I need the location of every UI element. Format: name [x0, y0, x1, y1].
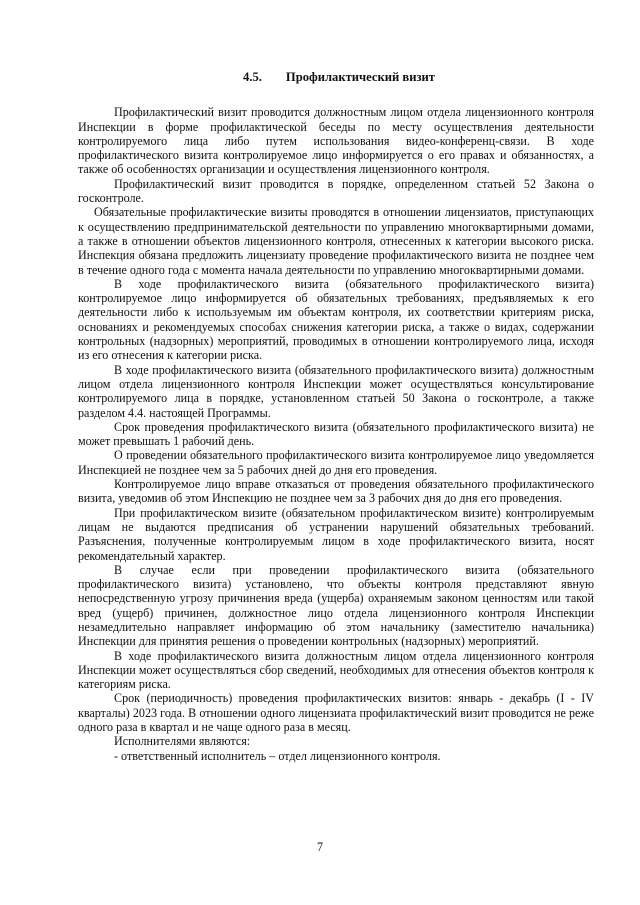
paragraph-3: Обязательные профилактические визиты проводятся в отношении лицензиатов, приступающих к осуществлению предпринимательской деятельности по управлению многоквартирными домами, а также в отношении объектов лицензионного контроля, отнесенных к категории высокого риска. Инспекция обязана предложить лицензиату проведение профилактического визита не позднее чем в течение одного года с момента начала деятельности по управлению многоквартирными домами.	[78, 205, 594, 277]
paragraph-9: При профилактическом визите (обязательном профилактическом визите) контролируемым лицам не выдаются предписания об устранении нарушений обязательных требований. Разъяснения, полученные контролируемым лицом в ходе профилактического визита, носят рекомендательный характер.	[78, 505, 594, 563]
paragraph-14: - ответственный исполнитель – отдел лицензионного контроля.	[114, 748, 441, 763]
paragraph-8: Контролируемое лицо вправе отказаться от проведения обязательного профилактического визита, уведомив об этом Инспекцию не позднее чем за 3 рабочих дня до дня его проведения.	[78, 477, 594, 506]
paragraph-11: В ходе профилактического визита должностным лицом отдела лицензионного контроля Инспекции может осуществляться сбор сведений, необходимых для отнесения объектов контроля к категориям риска.	[78, 648, 594, 692]
section-number: 4.5.	[243, 70, 262, 84]
paragraph-1: Профилактический визит проводится должностным лицом отдела лицензионного контроля Инспекции в форме профилактической беседы по месту осуществления деятельности контролируемого лица либо путем использования видео-конференц-связи. В ходе профилактического визита контролируемое лицо информируется о его правах и обязанностях, а также об особенностях организации и осуществления лицензионного контроля.	[78, 105, 594, 177]
paragraph-6: Срок проведения профилактического визита (обязательного профилактического визита) не может превышать 1 рабочий день.	[78, 419, 594, 449]
paragraph-7: О проведении обязательного профилактического визита контролируемое лицо уведомляется Инспекцией не позднее чем за 5 рабочих дней до дня его проведения.	[78, 448, 594, 477]
paragraph-2: Профилактический визит проводится в порядке, определенном статьей 52 Закона о госконтроле.	[78, 176, 594, 206]
document-page	[78, 70, 594, 763]
page-number: 7	[316, 840, 324, 854]
paragraph-12: Срок (периодичность) проведения профилактических визитов: январь - декабрь (I - IV кварталы) 2023 года. В отношении одного лицензиата профилактический визит проводится не реже одного раза в квартал и не чаще одного раза в месяц.	[78, 691, 594, 735]
paragraph-5: В ходе профилактического визита (обязательного профилактического визита) должностным лицом отдела лицензионного контроля Инспекции может осуществляться консультирование контролируемого лица в порядке, установленном статьей 50 Закона о госконтроле, а также разделом 4.4. настоящей Программы.	[78, 362, 594, 420]
section-title: Профилактический визит	[285, 70, 435, 84]
section-heading	[78, 70, 594, 84]
paragraph-10: В случае если при проведении профилактического визита (обязательного профилактического визита) установлено, что объекты контроля представляют явную непосредственную угрозу причинения вреда (ущерба) охраняемым законом ценностям или такой вред (ущерб) причинен, должностное лицо отдела лицензионного контроля Инспекции незамедлительно направляет информацию об этом начальнику (заместителю начальника) Инспекции для принятия решения о проведении контрольных (надзорных) мероприятий.	[78, 562, 594, 649]
paragraph-4: В ходе профилактического визита (обязательного профилактического визита) контролируемое лицо информируется об обязательных требованиях, предъявляемых к его деятельности либо к используемым им объектам контроля, их соответствии критериям риска, основаниях и рекомендуемых способах снижения категории риска, а также о видах, содержании контрольных (надзорных) мероприятий, проводимых в отношении контролируемого лица, исходя из его отнесения к категории риска.	[78, 276, 594, 363]
paragraph-13: Исполнителями являются:	[114, 734, 251, 749]
